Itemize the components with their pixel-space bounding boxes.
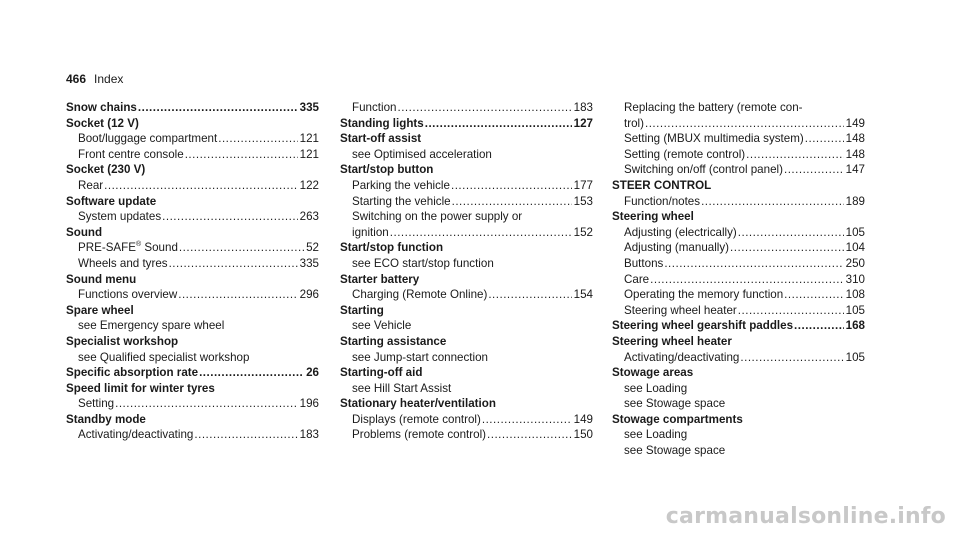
- entry-label: Software update: [66, 194, 157, 208]
- entry-text: [624, 240, 729, 256]
- index-subentry: [612, 287, 865, 303]
- index-row: [624, 116, 865, 132]
- dot-leader: [701, 194, 844, 210]
- entry-label: Switching on/off (control panel): [624, 163, 783, 177]
- index-subentry: [340, 225, 593, 241]
- entry-text: [624, 256, 663, 272]
- entry-label: Steering wheel gearshift paddles: [612, 319, 794, 333]
- entry-label: Specific absorption rate: [66, 366, 199, 380]
- page-ref: 296: [299, 288, 319, 302]
- index-subentry: [66, 318, 319, 334]
- index-column-2: [340, 100, 593, 443]
- index-subentry: [66, 147, 319, 163]
- entry-label: Spare wheel: [66, 303, 134, 317]
- entry-text: [624, 350, 739, 366]
- index-heading: [340, 396, 593, 412]
- dot-leader: [738, 225, 844, 241]
- entry-text: [78, 178, 103, 194]
- entry-label: Setting (MBUX multimedia system): [624, 132, 804, 146]
- page-ref: 105: [845, 303, 865, 317]
- entry-label: Function: [352, 101, 397, 114]
- index-row: [78, 256, 319, 272]
- entry-label: Setting: [78, 397, 115, 411]
- dot-leader: [650, 272, 844, 288]
- watermark: carmanualsonline.info: [665, 504, 946, 529]
- index-row: [66, 100, 319, 116]
- entry-label: see Stowage space: [624, 397, 726, 411]
- index-heading: [66, 116, 319, 132]
- entry-label: Steering wheel heater: [624, 303, 737, 317]
- index-subentry: [612, 381, 865, 397]
- index-subentry: [340, 318, 593, 334]
- entry-label: Snow chains: [66, 101, 137, 114]
- page-ref: 168: [845, 319, 865, 333]
- entry-label: Socket (12 V): [66, 116, 139, 130]
- entry-label: Buttons: [624, 256, 664, 270]
- index-subentry: [66, 256, 319, 272]
- entry-text: [624, 162, 783, 178]
- dot-leader: [740, 350, 843, 366]
- dot-leader: [794, 318, 844, 334]
- index-row: [352, 412, 593, 428]
- dot-leader: [397, 100, 571, 116]
- index-row: [78, 396, 319, 412]
- entry-label: see Vehicle: [352, 319, 412, 333]
- index-subentry: [612, 443, 865, 459]
- entry-label: Standby mode: [66, 412, 146, 426]
- index-subentry: [612, 147, 865, 163]
- entry-label: Start-off assist: [340, 132, 422, 146]
- entry-label: Functions overview: [78, 288, 178, 302]
- page-ref: 127: [573, 116, 593, 130]
- index-subentry: [66, 350, 319, 366]
- index-subentry: [340, 100, 593, 116]
- page-ref: 148: [845, 132, 865, 146]
- page-ref: 196: [299, 397, 319, 411]
- entry-label: Stowage compartments: [612, 412, 743, 426]
- entry-label: System updates: [78, 210, 162, 224]
- index-row: [352, 100, 593, 116]
- index-subentry: [340, 287, 593, 303]
- index-heading: [340, 131, 593, 147]
- index-subentry: [612, 427, 865, 443]
- dot-leader: [178, 287, 297, 303]
- entry-text: [66, 365, 198, 381]
- page-ref: 177: [573, 178, 593, 192]
- entry-label: Switching on the power supply or: [352, 210, 523, 224]
- entry-text: [78, 427, 193, 443]
- entry-label: Charging (Remote Online): [352, 288, 488, 302]
- page-header: [66, 72, 123, 86]
- entry-text: [624, 131, 804, 147]
- dot-leader: [115, 396, 298, 412]
- entry-label: Activating/deactivating: [78, 428, 194, 442]
- index-heading: [66, 162, 319, 178]
- entry-label: Problems (remote control): [352, 428, 487, 442]
- dot-leader: [784, 287, 843, 303]
- dot-leader: [194, 427, 297, 443]
- dot-leader: [488, 287, 571, 303]
- entry-label: Boot/luggage compartment: [78, 132, 218, 146]
- entry-text: [624, 225, 737, 241]
- entry-label: Stationary heater/ventilation: [340, 397, 496, 411]
- entry-label: Stowage areas: [612, 366, 694, 380]
- index-heading: [612, 334, 865, 350]
- index-column-1: [66, 100, 319, 443]
- entry-label: see Optimised acceleration: [352, 147, 492, 161]
- index-subentry: [340, 178, 593, 194]
- page-ref: 183: [299, 428, 319, 442]
- entry-label: trol): [624, 116, 644, 130]
- index-row: [624, 147, 865, 163]
- page-ref: 250: [845, 256, 865, 270]
- index-subentry: [66, 287, 319, 303]
- index-heading: [340, 240, 593, 256]
- entry-label: see Hill Start Assist: [352, 381, 452, 395]
- index-heading: [612, 318, 865, 334]
- entry-label: Function/notes: [624, 194, 701, 208]
- entry-text: [78, 209, 161, 225]
- dot-leader: [664, 256, 843, 272]
- entry-label: Socket (230 V): [66, 163, 146, 177]
- entry-text: [340, 116, 424, 132]
- index-heading: [66, 272, 319, 288]
- page-ref: 310: [845, 272, 865, 286]
- index-row: [78, 209, 319, 225]
- page-ref: 148: [845, 147, 865, 161]
- dot-leader: [179, 240, 304, 256]
- dot-leader: [645, 116, 844, 132]
- page-ref: 335: [299, 256, 319, 270]
- entry-text: [352, 100, 396, 116]
- entry-label: Activating/deactivating: [624, 350, 740, 364]
- entry-label: Speed limit for winter tyres: [66, 381, 215, 395]
- dot-leader: [482, 412, 572, 428]
- index-subentry: [66, 178, 319, 194]
- page-ref: 335: [299, 101, 319, 114]
- entry-label: Care: [624, 272, 650, 286]
- index-row: [624, 240, 865, 256]
- entry-text: [352, 412, 481, 428]
- entry-label: Parking the vehicle: [352, 178, 450, 192]
- index-subentry: [340, 194, 593, 210]
- index-heading: [66, 194, 319, 210]
- entry-label: Displays (remote control): [352, 412, 481, 426]
- index-subentry: [340, 427, 593, 443]
- entry-label: see Jump-start connection: [352, 350, 488, 364]
- dot-leader: [452, 194, 572, 210]
- entry-text: [78, 131, 217, 147]
- page-ref: 183: [573, 101, 593, 114]
- entry-label: Sound: [66, 225, 103, 239]
- page-ref: 105: [845, 225, 865, 239]
- page-ref: 147: [845, 163, 865, 177]
- entry-label: Starting assistance: [340, 334, 447, 348]
- index-subentry: [66, 240, 319, 256]
- page-ref: 152: [573, 225, 593, 239]
- index-row: [66, 365, 319, 381]
- index-row: [78, 287, 319, 303]
- page-ref: 26: [306, 366, 319, 380]
- dot-leader: [199, 365, 304, 381]
- entry-label: Specialist workshop: [66, 334, 179, 348]
- entry-label: see Emergency spare wheel: [78, 319, 225, 333]
- index-subentry: [612, 396, 865, 412]
- entry-text: [352, 194, 451, 210]
- page-title: Index: [94, 72, 124, 86]
- entry-text: [78, 287, 177, 303]
- index-row: [78, 131, 319, 147]
- index-heading: [66, 381, 319, 397]
- index-row: [624, 225, 865, 241]
- index-heading: [612, 365, 865, 381]
- entry-label: Adjusting (electrically): [624, 225, 737, 239]
- entry-label: Starter battery: [340, 272, 420, 286]
- index-heading: [612, 178, 865, 194]
- page-ref: 149: [573, 412, 593, 426]
- index-subentry: [66, 131, 319, 147]
- entry-text: [624, 303, 737, 319]
- index-heading: [66, 334, 319, 350]
- index-row: [352, 194, 593, 210]
- entry-label: Starting: [340, 303, 384, 317]
- index-row: [624, 303, 865, 319]
- entry-text: [352, 287, 487, 303]
- index-heading: [66, 365, 319, 381]
- index-row: [624, 287, 865, 303]
- index-row: [624, 194, 865, 210]
- index-subentry: [66, 427, 319, 443]
- page-ref: 108: [845, 288, 865, 302]
- entry-label: Setting (remote control): [624, 147, 746, 161]
- index-row: [352, 287, 593, 303]
- index-heading: [340, 334, 593, 350]
- index-heading: [66, 100, 319, 116]
- index-subentry: [612, 131, 865, 147]
- index-heading: [612, 412, 865, 428]
- entry-label: Starting the vehicle: [352, 194, 451, 208]
- index-subentry: [340, 412, 593, 428]
- index-subentry: [340, 147, 593, 163]
- index-heading: [66, 303, 319, 319]
- dot-leader: [390, 225, 572, 241]
- page-ref: 263: [299, 210, 319, 224]
- entry-label: Start/stop button: [340, 163, 434, 177]
- index-subentry: [340, 256, 593, 272]
- entry-text: [352, 225, 389, 241]
- index-subentry: [66, 209, 319, 225]
- index-row: [612, 318, 865, 334]
- index-subentry: [612, 256, 865, 272]
- entry-label: Adjusting (manually): [624, 241, 730, 255]
- entry-label: Steering wheel heater: [612, 334, 732, 348]
- entry-text: [78, 396, 114, 412]
- index-row: [624, 131, 865, 147]
- index-subentry: [612, 240, 865, 256]
- index-subentry: [66, 396, 319, 412]
- index-subentry: [340, 350, 593, 366]
- page-ref: 153: [573, 194, 593, 208]
- dot-leader: [218, 131, 297, 147]
- entry-text: [624, 147, 745, 163]
- entry-text: [612, 318, 793, 334]
- page-ref: 121: [299, 147, 319, 161]
- index-heading: [66, 412, 319, 428]
- page-ref: 104: [845, 241, 865, 255]
- entry-text: [66, 100, 137, 116]
- index-subentry: [340, 209, 593, 225]
- index-row: [78, 178, 319, 194]
- entry-label: PRE-SAFE: [78, 241, 136, 255]
- entry-text: [352, 427, 486, 443]
- dot-leader: [104, 178, 298, 194]
- page-number: 466: [66, 72, 87, 86]
- page-ref: 150: [573, 428, 593, 442]
- dot-leader: [138, 100, 298, 116]
- dot-leader: [746, 147, 844, 163]
- entry-label: Steering wheel: [612, 210, 694, 224]
- entry-label: Replacing the battery (remote con-: [624, 101, 803, 114]
- dot-leader: [451, 178, 572, 194]
- index-row: [78, 147, 319, 163]
- index-heading: [340, 365, 593, 381]
- entry-text: [78, 147, 184, 163]
- entry-label: see Loading: [624, 428, 688, 442]
- dot-leader: [784, 162, 844, 178]
- index-subentry: [612, 225, 865, 241]
- index-column-3: [612, 100, 865, 459]
- page-ref: 149: [845, 116, 865, 130]
- entry-label: Sound menu: [66, 272, 137, 286]
- index-row: [352, 225, 593, 241]
- index-row: [624, 162, 865, 178]
- entry-label: see Stowage space: [624, 444, 726, 458]
- page-ref: 122: [299, 178, 319, 192]
- index-row: [340, 116, 593, 132]
- page-ref: 52: [306, 241, 319, 255]
- index-heading: [340, 116, 593, 132]
- index-row: [352, 427, 593, 443]
- entry-label: see ECO start/stop function: [352, 256, 494, 270]
- entry-label: Standing lights: [340, 116, 424, 130]
- index-subentry: [612, 194, 865, 210]
- page-ref: 121: [299, 132, 319, 146]
- entry-label: Operating the memory function: [624, 288, 784, 302]
- entry-label: see Loading: [624, 381, 688, 395]
- entry-text: [352, 178, 450, 194]
- registered-mark: ®: [135, 241, 142, 249]
- entry-label: STEER CONTROL: [612, 178, 712, 192]
- index-subentry: [612, 272, 865, 288]
- dot-leader: [162, 209, 298, 225]
- index-subentry: [612, 162, 865, 178]
- index-heading: [66, 225, 319, 241]
- entry-label: ignition: [352, 225, 389, 239]
- dot-leader: [738, 303, 844, 319]
- index-subentry: [612, 350, 865, 366]
- dot-leader: [487, 427, 572, 443]
- index-heading: [340, 303, 593, 319]
- dot-leader: [169, 256, 298, 272]
- index-subentry: [612, 303, 865, 319]
- dot-leader: [425, 116, 572, 132]
- entry-label: see Qualified specialist workshop: [78, 350, 250, 364]
- index-row: [78, 240, 319, 256]
- page-ref: 105: [845, 350, 865, 364]
- index-heading: [340, 272, 593, 288]
- entry-label: Wheels and tyres: [78, 256, 168, 270]
- entry-text: [624, 194, 700, 210]
- dot-leader: [730, 240, 844, 256]
- index-subentry: [612, 116, 865, 132]
- index-row: [624, 350, 865, 366]
- entry-label: Front centre console: [78, 147, 184, 161]
- index-row: [624, 272, 865, 288]
- entry-text: [78, 256, 168, 272]
- entry-label: Rear: [78, 178, 104, 192]
- entry-text: [78, 240, 178, 256]
- entry-text: [624, 116, 644, 132]
- index-row: [624, 256, 865, 272]
- index-subentry: [340, 381, 593, 397]
- dot-leader: [185, 147, 298, 163]
- dot-leader: [805, 131, 844, 147]
- index-subentry: [612, 100, 865, 116]
- entry-label: Starting-off aid: [340, 366, 423, 380]
- entry-text: [624, 287, 783, 303]
- page-ref: 189: [845, 194, 865, 208]
- entry-label: Start/stop function: [340, 241, 444, 255]
- index-row: [352, 178, 593, 194]
- index-heading: [340, 162, 593, 178]
- entry-text: [624, 272, 649, 288]
- index-heading: [612, 209, 865, 225]
- entry-label-cont: Sound: [141, 241, 178, 255]
- page-ref: 154: [573, 288, 593, 302]
- index-row: [78, 427, 319, 443]
